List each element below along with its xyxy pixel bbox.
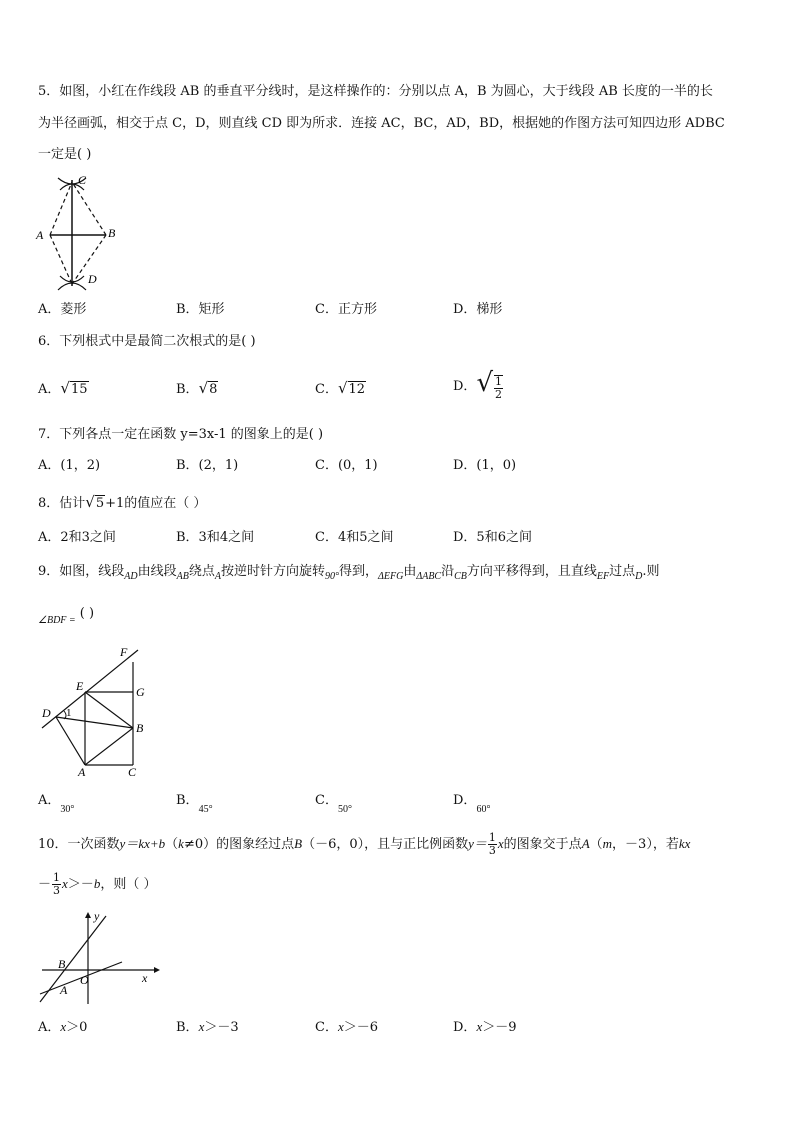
q10-option-b-var: x <box>198 1019 205 1034</box>
q8-option-d[interactable]: D．5和6之间 <box>453 530 532 545</box>
q6-option-a-label: A． <box>38 382 61 397</box>
q6-option-c-radicand: 12 <box>348 382 366 397</box>
q9-label-a: A <box>78 765 86 779</box>
q10-label-x: x <box>142 971 148 985</box>
q10-var-x: x <box>497 836 504 851</box>
q10-option-b[interactable] <box>176 1019 239 1036</box>
q7-option-a[interactable]: A．(1，2) <box>38 458 101 473</box>
q9-triangle-efg: ΔEFG <box>378 571 404 582</box>
q10-text-l: （ <box>589 837 603 852</box>
q7-option-b[interactable]: B．(2，1) <box>176 458 239 473</box>
q9-text-10: .则 <box>642 564 660 579</box>
q10-var-b: b <box>93 876 101 891</box>
q5-stem-line3: 一定是( ) <box>38 147 92 162</box>
q10-point-b: B <box>294 836 303 851</box>
q10-option-a-label: A． <box>38 1020 61 1035</box>
q5-label-a: A <box>36 228 44 242</box>
q10-option-d-label: D． <box>453 1020 477 1035</box>
q6-option-d-num: 1 <box>495 374 503 388</box>
q6-option-a[interactable]: A．√15 <box>38 379 88 397</box>
q5-option-d[interactable]: D．梯形 <box>453 302 503 317</box>
q10-stem-line2 <box>38 872 156 897</box>
q9-figure <box>36 640 156 780</box>
q10-text-c: （ <box>165 837 179 852</box>
q10-label-o: O <box>80 973 89 987</box>
q9-seg-ad: AD <box>124 571 138 582</box>
q8-stem: 8．估计√5+1的值应在（ ） <box>38 493 207 511</box>
q10-option-c[interactable] <box>315 1019 378 1036</box>
q10-option-a-rest: ＞0 <box>66 1020 88 1035</box>
q5-option-c[interactable]: C．正方形 <box>315 302 377 317</box>
q9-label-e: E <box>76 679 84 693</box>
q10-option-a-var: x <box>60 1019 67 1034</box>
q9-option-b-label: B． <box>176 793 199 808</box>
q5-option-b[interactable]: B．矩形 <box>176 302 225 317</box>
q9-angle-bdf: ∠BDF = <box>38 615 76 626</box>
q7-option-c[interactable]: C．(0，1) <box>315 458 378 473</box>
q6-stem: 6．下列根式中是最简二次根式的是( ) <box>38 334 256 349</box>
q10-label-a: A <box>60 983 68 997</box>
q6-option-d-label: D． <box>453 378 477 394</box>
q5-label-d: D <box>88 272 97 286</box>
q9-text-3: 绕点 <box>188 564 215 579</box>
q10-text-e: ≠0）的图象经过点 <box>183 837 295 852</box>
q10-text-n: ，－3），若 <box>612 837 679 852</box>
q9-label-f: F <box>120 645 128 659</box>
q10-label-b: B <box>58 957 66 971</box>
q10-option-c-var: x <box>337 1019 344 1034</box>
q10-frac2-num: 1 <box>53 871 61 884</box>
q10-minus: － <box>38 877 52 892</box>
q10-figure <box>36 908 166 1008</box>
q5-stem-line2: 为半径画弧，相交于点 C，D，则直线 CD 即为所求．连接 AC，BC，AD，BD，根据她的作图方法可知四边形 ADBC <box>38 116 725 131</box>
q6-option-d[interactable]: D．√ $\frac{1}{2}$ <box>453 368 503 401</box>
q6-option-b-label: B． <box>176 382 199 397</box>
q8-option-a[interactable]: A．2和3之间 <box>38 530 116 545</box>
q10-option-b-label: B． <box>176 1020 199 1035</box>
q10-function: y＝kx+b <box>119 836 166 851</box>
q10-stem-line1 <box>38 832 690 857</box>
q9-text-7: 沿 <box>441 564 455 579</box>
q9-stem-line1 <box>38 564 660 581</box>
q10-text-j: 的图象交于点 <box>503 837 582 852</box>
q9-dir-cb: CB <box>454 571 467 582</box>
q9-option-c-value: 50° <box>337 804 352 815</box>
q9-text-1: 9．如图，线段 <box>38 564 125 579</box>
q9-option-a-label: A． <box>38 793 61 808</box>
q5-stem-line1: 5．如图，小红在作线段 AB 的垂直平分线时，是这样操作的：分别以点 A，B 为圆心，大于线段 AB 长度的一半的长 <box>38 84 713 99</box>
q10-y-eq: y＝ <box>468 836 487 851</box>
q9-option-c-label: C． <box>315 793 338 808</box>
q9-label-b: B <box>136 721 144 735</box>
q9-option-b-value: 45° <box>198 804 213 815</box>
q10-option-c-label: C． <box>315 1020 338 1035</box>
q10-option-a[interactable] <box>38 1019 87 1036</box>
q10-text-a: 10．一次函数 <box>38 837 120 852</box>
q5-figure <box>34 172 134 292</box>
q9-option-d-value: 60° <box>476 804 491 815</box>
q6-option-b[interactable]: B．√8 <box>176 379 218 397</box>
q8-option-c[interactable]: C．4和5之间 <box>315 530 394 545</box>
q9-text-9: 过点 <box>609 564 636 579</box>
q10-option-d-var: x <box>476 1019 483 1034</box>
q10-point-a: A <box>581 836 590 851</box>
q9-paren: ( ) <box>79 606 95 621</box>
q9-text-4: 按逆时针方向旋转 <box>220 564 325 579</box>
q9-label-d: D <box>42 706 51 720</box>
q9-point-d: D <box>635 571 643 582</box>
q10-option-d-rest: ＞－9 <box>482 1020 517 1035</box>
q10-label-y: y <box>94 909 100 923</box>
q10-frac-den: 3 <box>488 844 496 857</box>
q9-angle-90: 90° <box>325 571 339 582</box>
q9-label-angle-1: 1 <box>66 707 72 719</box>
q9-option-d[interactable] <box>453 793 491 815</box>
q9-option-c[interactable] <box>315 793 352 815</box>
q10-var-m: m <box>602 836 613 851</box>
q10-line2-x: x <box>62 876 68 891</box>
q7-option-d[interactable]: D．(1，0) <box>453 458 517 473</box>
q10-kx: kx <box>678 836 691 851</box>
q5-option-a[interactable]: A．菱形 <box>38 302 87 317</box>
q5-label-c: C <box>78 173 87 187</box>
q9-triangle-abc: ΔABC <box>416 571 442 582</box>
q9-text-6: 由 <box>403 564 417 579</box>
q9-option-a-value: 30° <box>60 804 75 815</box>
q6-option-d-den: 2 <box>495 387 503 401</box>
q9-point-a: A <box>214 571 221 582</box>
q6-option-c-label: C． <box>315 382 338 397</box>
q7-stem: 7．下列各点一定在函数 y=3x-1 的图象上的是( ) <box>38 427 324 442</box>
q9-label-c: C <box>128 765 137 779</box>
q8-option-b[interactable]: B．3和4之间 <box>176 530 255 545</box>
q9-option-d-label: D． <box>453 793 477 808</box>
q10-text-g: （－6，0），且与正比例函数 <box>302 837 469 852</box>
q8-stem-pre: 8．估计 <box>38 496 86 511</box>
q10-paren: ，则（ ） <box>100 877 157 892</box>
q9-seg-ab: AB <box>176 571 189 582</box>
q9-option-b[interactable] <box>176 793 213 815</box>
q9-text-5: 得到， <box>339 564 379 579</box>
q5-label-b: B <box>108 226 116 240</box>
q9-text-2: 由线段 <box>137 564 177 579</box>
q10-frac2-den: 3 <box>53 884 61 897</box>
q10-option-b-rest: ＞－3 <box>204 1020 239 1035</box>
q9-option-a[interactable] <box>38 793 75 815</box>
q8-radicand: 5 <box>95 496 105 511</box>
q6-option-b-radicand: 8 <box>209 382 218 397</box>
q9-stem-line2 <box>38 606 95 626</box>
q10-option-c-rest: ＞－6 <box>343 1020 379 1035</box>
q10-gt: ＞－ <box>67 877 94 892</box>
q8-stem-post: +1的值应在（ ） <box>105 496 207 511</box>
q9-text-8: 方向平移得到，且直线 <box>466 564 597 579</box>
q9-line-ef: EF <box>596 571 610 582</box>
q6-option-a-radicand: 15 <box>70 382 88 397</box>
q10-option-d[interactable] <box>453 1019 517 1036</box>
q6-option-c[interactable]: C．√12 <box>315 379 366 397</box>
q9-label-g: G <box>136 685 145 699</box>
q10-frac-num: 1 <box>488 831 496 844</box>
q10-var-k: k <box>178 836 184 851</box>
